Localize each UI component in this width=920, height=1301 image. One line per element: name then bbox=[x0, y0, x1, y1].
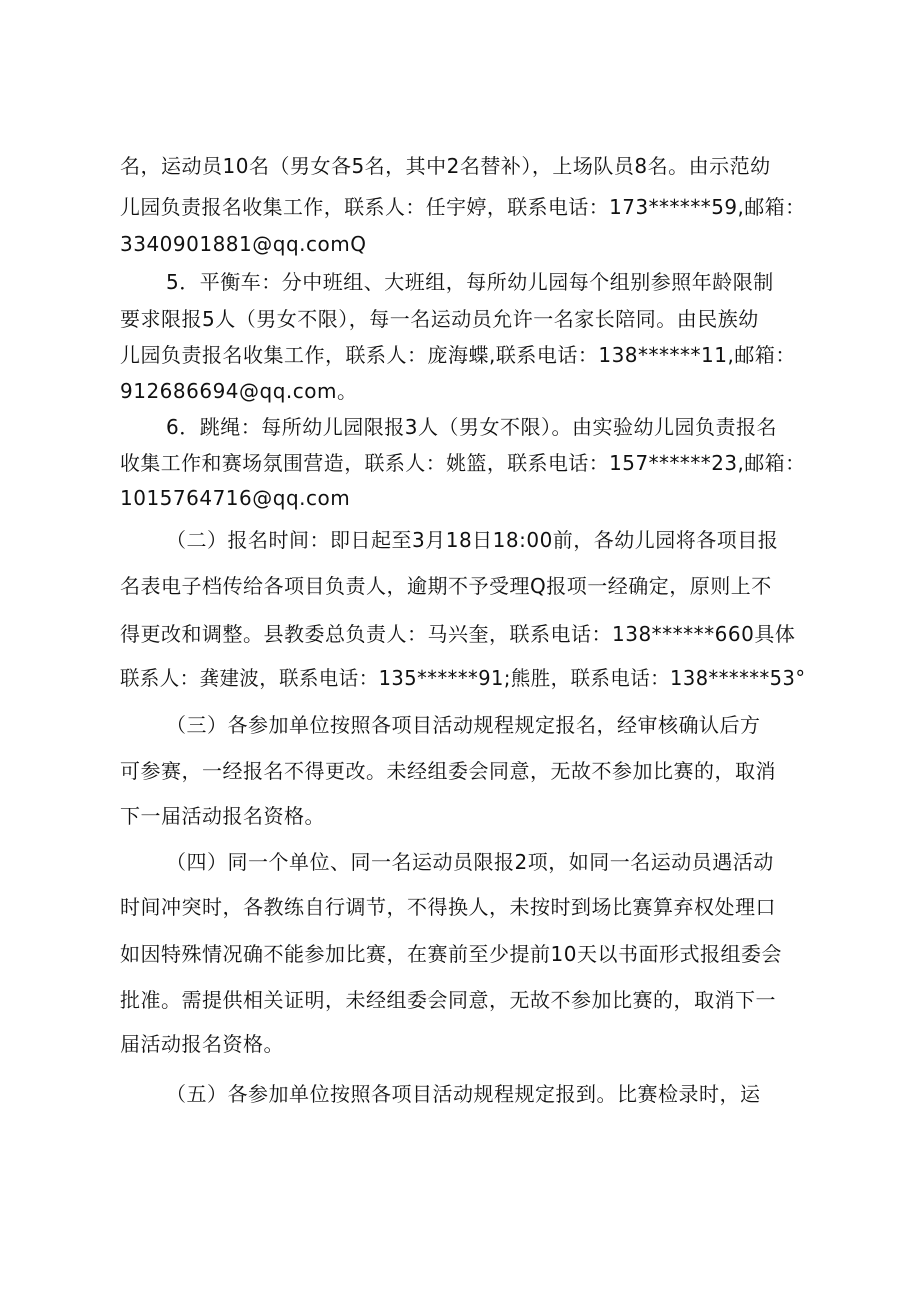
text-line-14: 联系人：龚建波，联系电话：135******91;熊胜，联系电话：138******53° bbox=[120, 666, 806, 690]
text-line-11: （二）报名时间：即日起至3月18日18:00前，各幼儿园将各项目报 bbox=[166, 528, 779, 552]
text-line-19: 时间冲突时，各教练自行调节，不得换人，未按时到场比赛算弃权处理口 bbox=[120, 895, 776, 919]
text-line-5: 要求限报5人（男女不限），每一名运动员允许一名家长陪同。由民族幼 bbox=[120, 307, 759, 331]
text-line-17: 下一届活动报名资格。 bbox=[120, 804, 325, 828]
text-line-22: 届活动报名资格。 bbox=[120, 1032, 284, 1056]
text-line-1: 名，运动员10名（男女各5名，其中2名替补），上场队员8名。由示范幼 bbox=[120, 154, 771, 178]
text-line-23: （五）各参加单位按照各项目活动规程规定报到。比赛检录时，运 bbox=[166, 1082, 761, 1106]
text-line-8: 6．跳绳：每所幼儿园限报3人（男女不限）。由实验幼儿园负责报名 bbox=[166, 415, 777, 439]
text-line-10: 1015764716@qq.com bbox=[120, 486, 351, 510]
text-line-2: 儿园负责报名收集工作，联系人：任宇婷，联系电话：173******59,邮箱： bbox=[120, 195, 806, 219]
text-line-20: 如因特殊情况确不能参加比赛，在赛前至少提前10天以书面形式报组委会 bbox=[120, 942, 782, 966]
text-line-13: 得更改和调整。县教委总负责人：马兴奎，联系电话：138******660具体 bbox=[120, 622, 796, 646]
text-line-16: 可参赛，一经报名不得更改。未经组委会同意，无故不参加比赛的，取消 bbox=[120, 759, 776, 783]
text-line-15: （三）各参加单位按照各项目活动规程规定报名，经审核确认后方 bbox=[166, 713, 761, 737]
text-line-18: （四）同一个单位、同一名运动员限报2项，如同一名运动员遇活动 bbox=[166, 850, 774, 874]
text-line-21: 批准。需提供相关证明，未经组委会同意，无故不参加比赛的，取消下一 bbox=[120, 988, 776, 1012]
text-line-4: 5．平衡车：分中班组、大班组，每所幼儿园每个组别参照年龄限制 bbox=[166, 270, 774, 294]
text-line-7: 912686694@qq.com。 bbox=[120, 379, 358, 403]
text-line-9: 收集工作和赛场氛围营造，联系人：姚篮，联系电话：157******23,邮箱： bbox=[120, 451, 806, 475]
text-line-6: 儿园负责报名收集工作，联系人：庞海蝶,联系电话：138******11,邮箱： bbox=[120, 343, 796, 367]
text-line-3: 3340901881@qq.comQ bbox=[120, 232, 367, 256]
text-line-12: 名表电子档传给各项目负责人，逾期不予受理Q报项一经确定，原则上不 bbox=[120, 574, 772, 598]
